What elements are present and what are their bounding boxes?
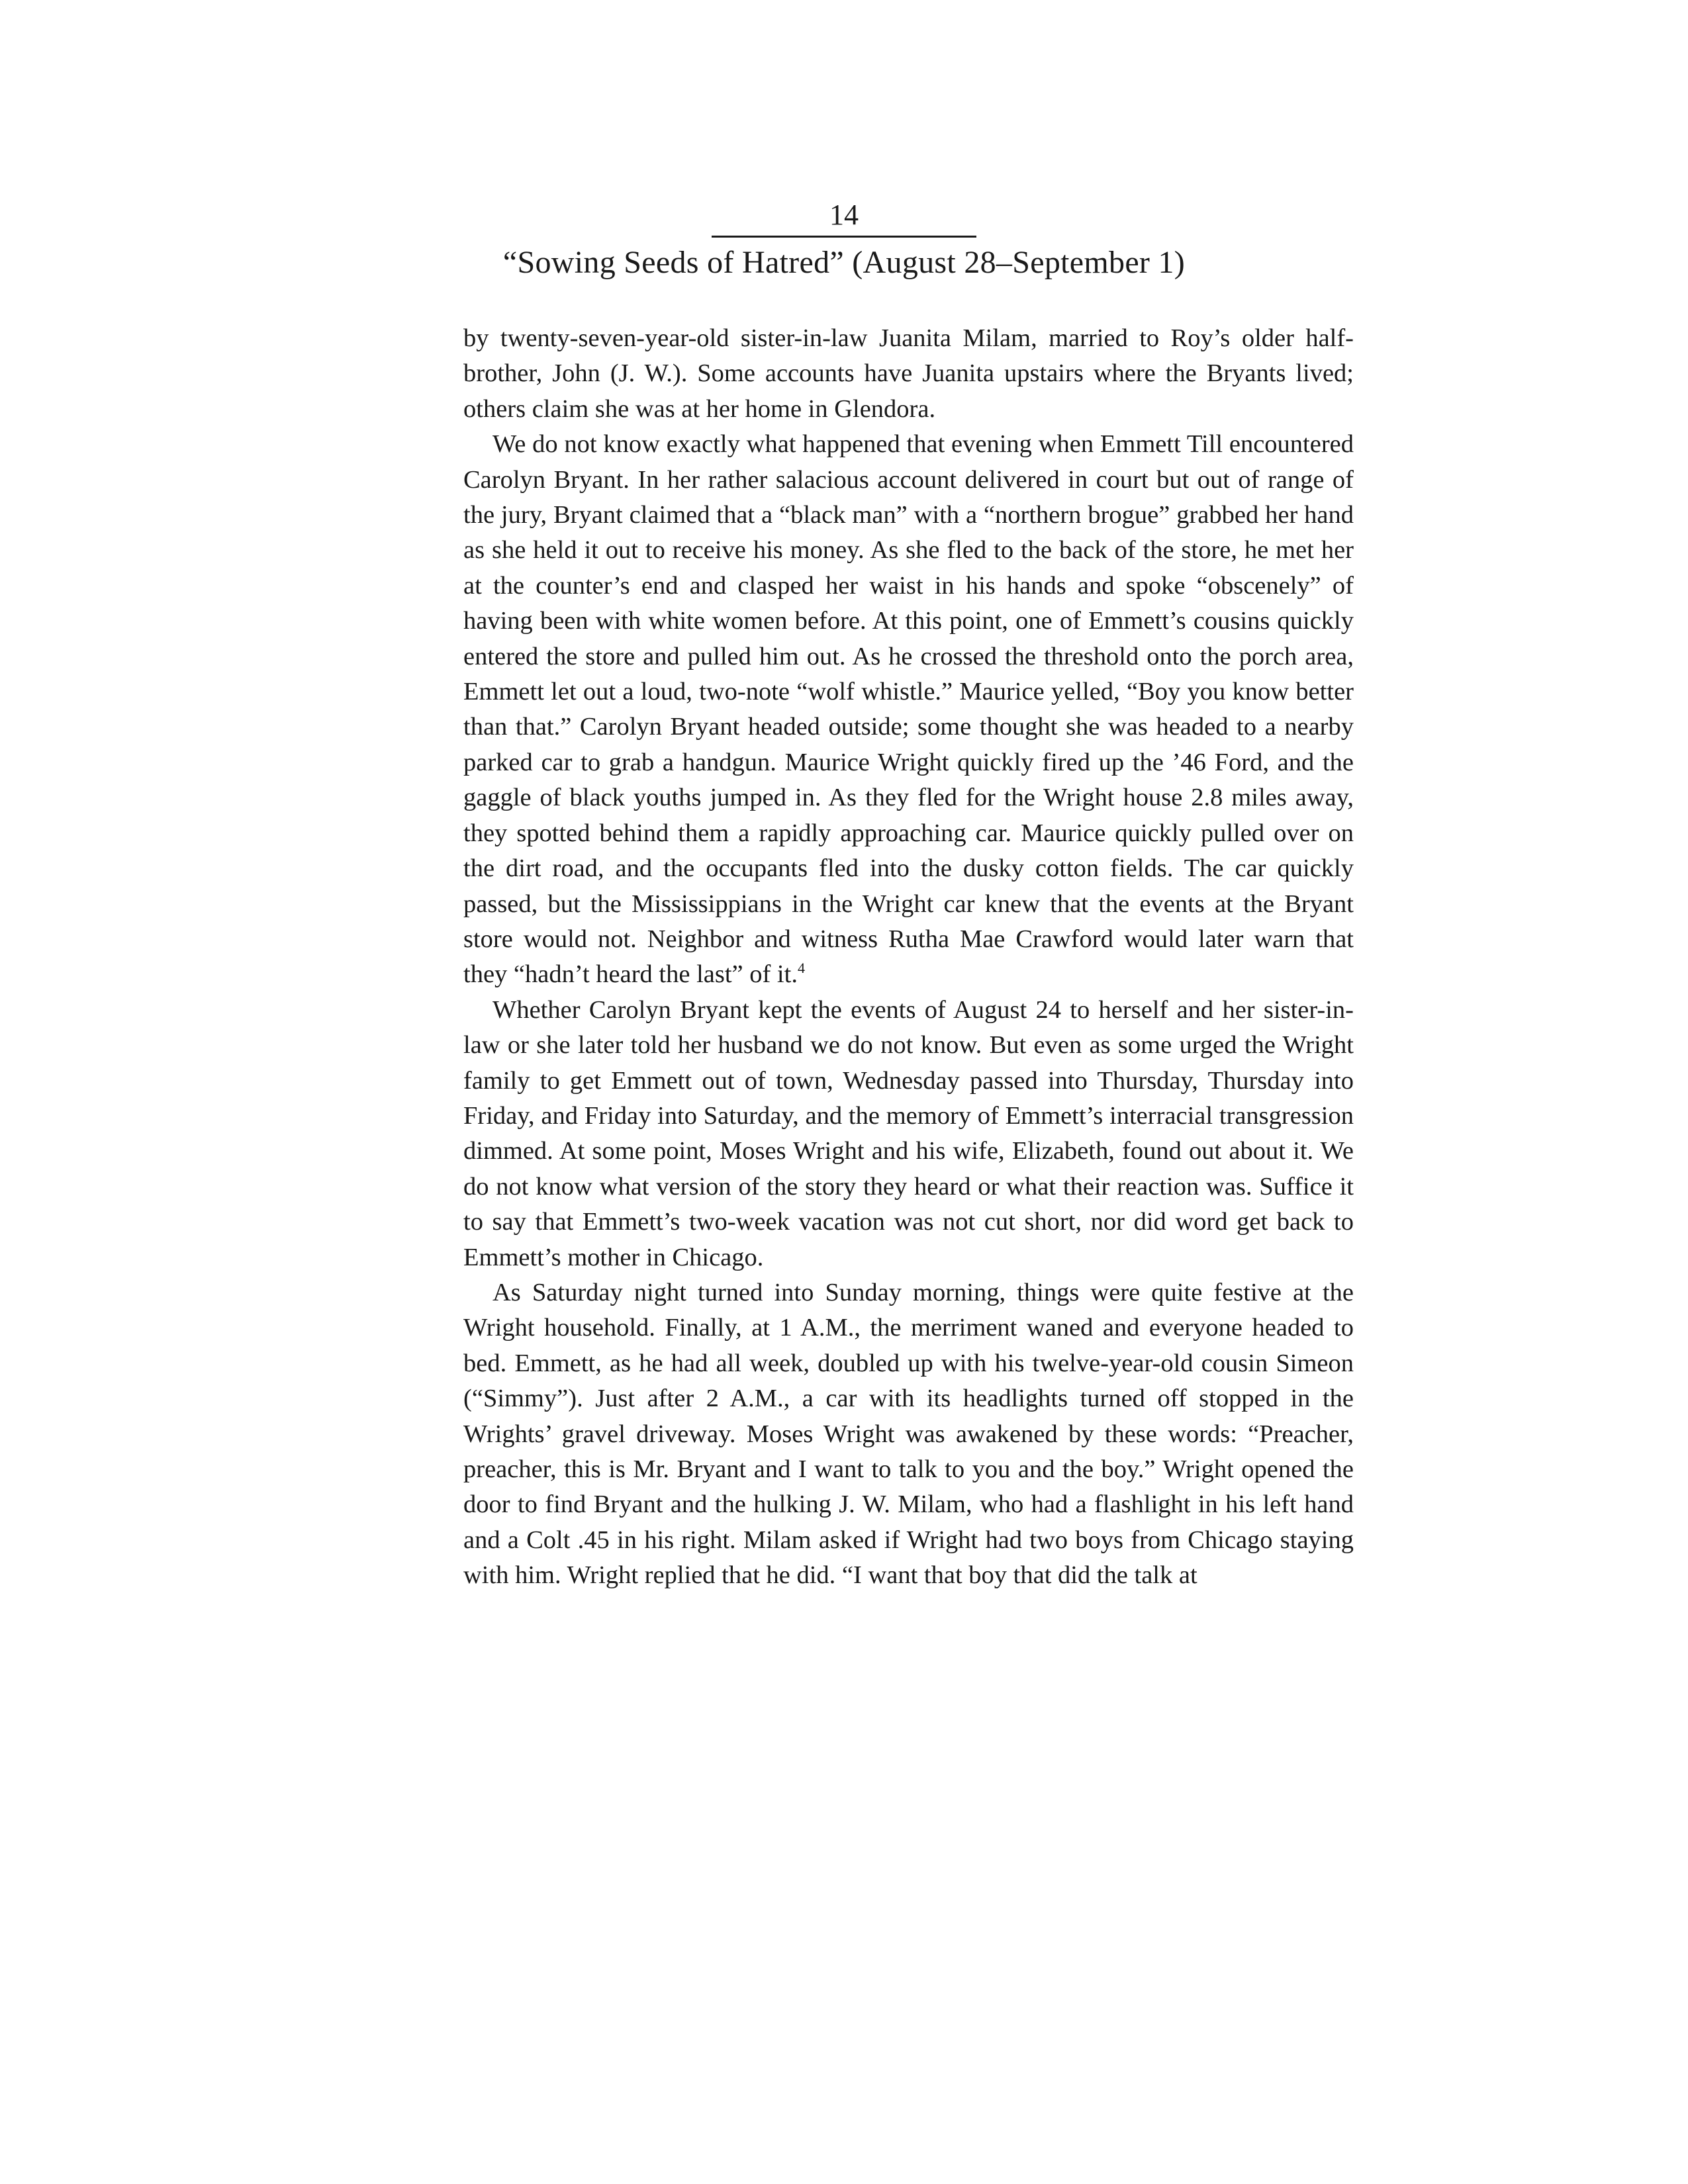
paragraph-text: As Saturday night turned into Sunday morning, things were quite festive at the Wright household. Finally, at 1 A.M., the merriment waned and everyone headed to bed. Emmett, as he had all week, doubled up with his twelve-year-old cousin Simeon (“Simmy”). Just after 2 A.M., a car with its headlights turned off stopped in the Wrights’ gravel driveway. Moses Wright was awakened by these words: “Preacher, preacher, this is Mr. Bryant and I want to talk to you and the boy.” Wright opened the door to find Bryant and the hulking J. W. Milam, who had a flashlight in his left hand and a Colt .45 in his right. Milam asked if Wright had two boys from Chicago staying with him. Wright replied that he did. “I want that boy that did the talk at <box>463 1278 1354 1590</box>
paragraph-text: We do not know exactly what happened that evening when Emmett Till encountered Carolyn Bryant. In her rather salacious account delivered in court but out of range of the jury, Bryant claimed that a “black man” with a “northern brogue” grabbed her hand as she held it out to receive his money. As she fled to the back of the store, he met her at the counter’s end and clasped her waist in his hands and spoke “obscenely” of having been with white women before. At this point, one of Emmett’s cousins quickly entered the store and pulled him out. As he crossed the threshold onto the porch area, Emmett let out a loud, two-note “wolf whistle.” Maurice yelled, “Boy you know better than that.” Carolyn Bryant headed outside; some thought she was headed to a nearby parked car to grab a handgun. Maurice Wright quickly fired up the ’46 Ford, and the gaggle of black youths jumped in. As they fled for the Wright house 2.8 miles away, they spotted behind them a rapidly approaching car. Maurice quickly pulled over on the dirt road, and the occupants fled into the dusky cotton fields. The car quickly passed, but the Mississippians in the Wright car knew that the events at the Bryant store would not. Neighbor and witness Rutha Mae Crawford would later warn that they “hadn’t heard the last” of it. <box>463 430 1354 989</box>
paragraph-text: by twenty-seven-year-old sister-in-law Juanita Milam, married to Roy’s older half-brother, John (J. W.). Some accounts have Juanita upstairs where the Bryants lived; others claim she was at her home in Glendora. <box>463 324 1354 423</box>
paragraph <box>463 993 1354 1275</box>
footnote-marker: 4 <box>797 960 805 977</box>
page-number: 14 <box>712 199 976 238</box>
page-header <box>0 199 1688 283</box>
paragraph-text: Whether Carolyn Bryant kept the events of August 24 to herself and her sister-in-law or she later told her husband we do not know. But even as some urged the Wright family to get Emmett out of town, Wednesday passed into Thursday, Thursday into Friday, and Friday into Saturday, and the memory of Emmett’s interracial transgression dimmed. At some point, Moses Wright and his wife, Elizabeth, found out about it. We do not know what version of the story they heard or what their reaction was. Suffice it to say that Emmett’s two-week vacation was not cut short, nor did word get back to Emmett’s mother in Chicago. <box>463 995 1354 1271</box>
paragraph <box>463 321 1354 427</box>
paragraph <box>463 427 1354 993</box>
paragraph <box>463 1275 1354 1594</box>
body-text <box>463 321 1354 1594</box>
chapter-title: “Sowing Seeds of Hatred” (August 28–September 1) <box>502 245 1186 280</box>
